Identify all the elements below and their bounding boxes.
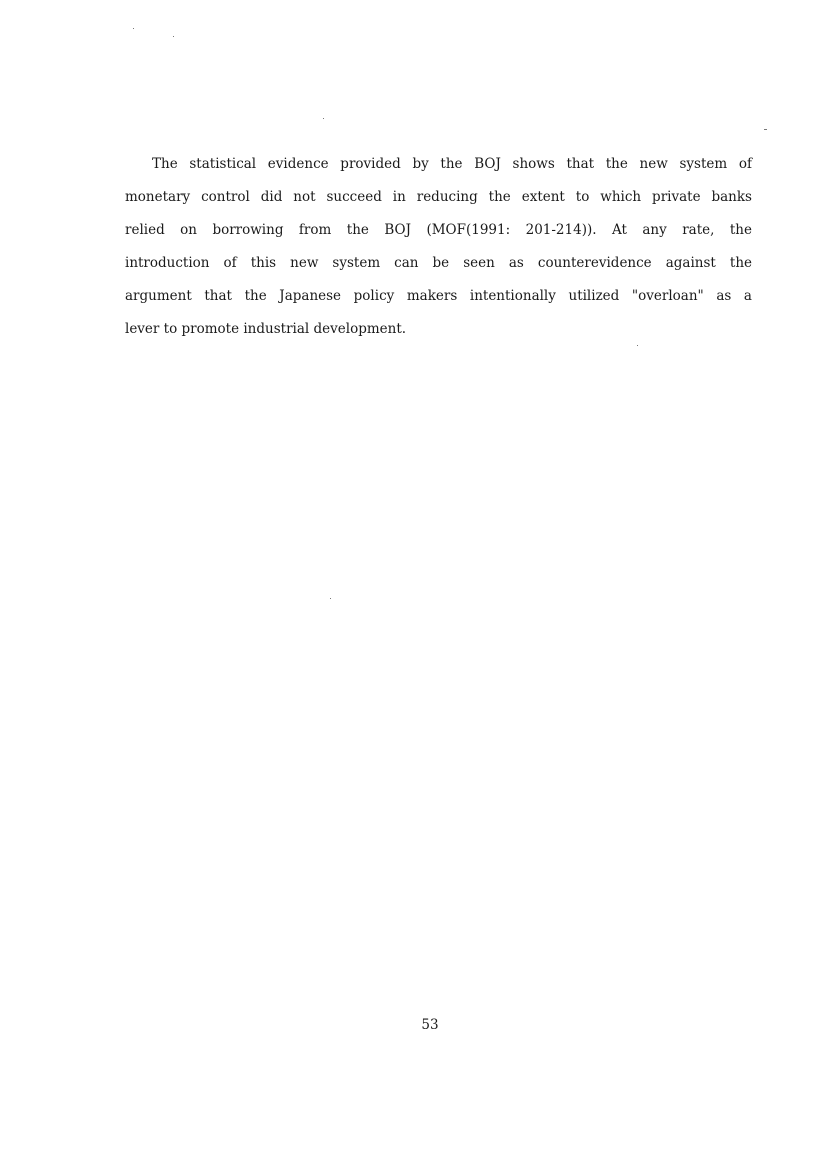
paragraph-line: lever to promote industrial development. [125,321,407,337]
scan-speck [323,118,324,119]
paragraph-line: introduction of this new system can be seen as counterevidence against the [125,255,752,271]
paragraph-line: The statistical evidence provided by the BOJ shows that the new system of [152,156,752,172]
scan-speck [133,28,134,29]
paragraph-line: relied on borrowing from the BOJ (MOF(1991: 201-214)). At any rate, the [125,222,752,238]
scan-speck [637,345,638,346]
scan-speck [764,129,767,130]
paragraph-line: monetary control did not succeed in reducing the extent to which private banks [125,189,752,205]
page-number: 53 [421,1017,439,1033]
scan-speck [330,598,331,599]
paragraph-line: argument that the Japanese policy makers intentionally utilized "overloan" as a [125,288,752,304]
scan-speck [173,36,174,37]
